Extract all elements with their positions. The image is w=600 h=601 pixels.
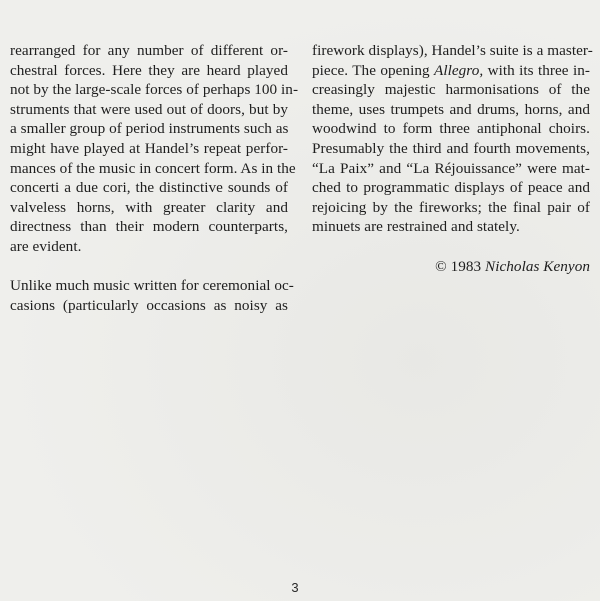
paragraph-suite	[312, 41, 593, 237]
text-line: casions (particularly occasions as noisy as	[10, 296, 288, 314]
movement-title-allegro: Allegro,	[434, 61, 484, 79]
page-number: 3	[291, 580, 299, 595]
text-line: piece. The opening Allegro, with its three in-	[312, 61, 590, 79]
text-line: rejoicing by the fireworks; the final pair of	[312, 198, 590, 216]
text-line: concerti a due cori, the distinctive sounds of	[10, 179, 288, 197]
text-line: ched to programmatic displays of peace and	[312, 179, 590, 197]
text-line: creasingly majestic harmonisations of the	[312, 81, 590, 99]
text-line: rearranged for any number of different or-	[10, 42, 288, 59]
text-line: “La Paix” and “La Réjouissance” were mat-	[312, 159, 590, 177]
text-line: are evident.	[10, 237, 82, 255]
text-line: theme, uses trumpets and drums, horns, and	[312, 100, 590, 118]
right-column	[312, 41, 593, 276]
author-signature	[312, 257, 590, 277]
text-line: chestral forces. Here they are heard played	[10, 61, 288, 79]
copyright-notice: © 1983	[435, 257, 482, 275]
text-line: valveless horns, with greater clarity and	[10, 198, 288, 216]
text-line: firework displays), Handel’s suite is a master-	[312, 42, 593, 59]
text-line: directness than their modern counterparts,	[10, 218, 288, 236]
text-line: struments that were used out of doors, but by	[10, 100, 288, 118]
text-line: woodwind to form three antiphonal choirs.	[312, 120, 590, 138]
text-line: Unlike much music written for ceremonial oc-	[10, 277, 294, 295]
text-line: a smaller group of period instruments such as	[10, 120, 289, 138]
left-column	[10, 41, 299, 335]
text-line: minuets are restrained and stately.	[312, 218, 520, 236]
text-line: not by the large-scale forces of perhaps 100 in-	[10, 81, 299, 99]
text-line: might have played at Handel’s repeat perfor-	[10, 139, 288, 157]
paragraph-ceremonial	[10, 276, 294, 315]
text-line: Presumably the third and fourth movements,	[312, 139, 590, 157]
paragraph-performance	[10, 41, 299, 257]
text-line: mances of the music in concert form. As in the	[10, 159, 296, 177]
author-name: Nicholas Kenyon	[485, 257, 590, 275]
